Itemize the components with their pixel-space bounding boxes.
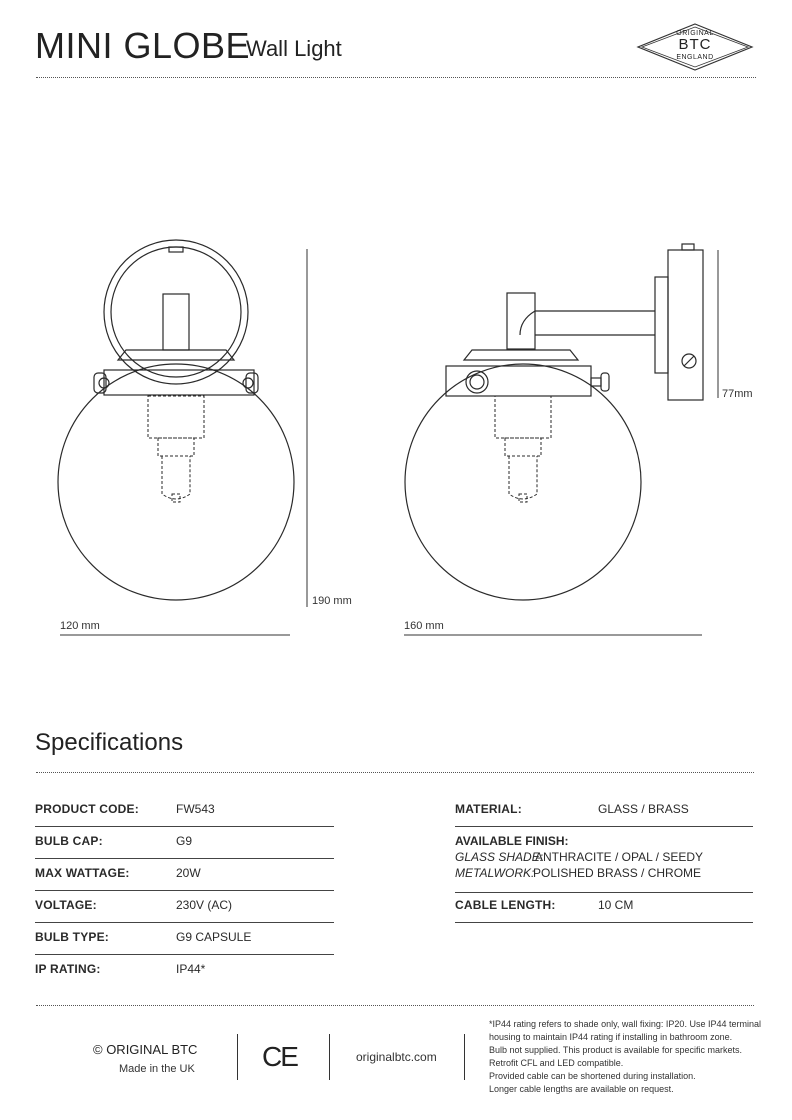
- copyright-text: © ORIGINAL BTC: [93, 1042, 198, 1057]
- footer-separator: [464, 1034, 465, 1080]
- footer-note: Bulb not supplied. This product is available for specific markets.: [489, 1045, 742, 1055]
- footer-note: Provided cable can be shortened during installation.: [489, 1071, 696, 1081]
- logo-bottom-text: ENGLAND: [676, 54, 714, 61]
- spec-value: 10 CM: [598, 898, 634, 912]
- footer-note: housing to maintain IP44 rating if installing in bathroom zone.: [489, 1032, 733, 1042]
- logo-top-text: ORIGINAL: [676, 30, 714, 37]
- spec-value: FW543: [176, 802, 215, 816]
- spec-value: IP44*: [176, 962, 206, 976]
- front-view: [58, 240, 294, 600]
- side-view: [405, 244, 703, 600]
- spec-label: PRODUCT CODE:: [35, 802, 139, 816]
- spec-value: 20W: [176, 866, 201, 880]
- spec-label: CABLE LENGTH:: [455, 898, 556, 912]
- metalwork-value: POLISHED BRASS / CHROME: [533, 866, 702, 880]
- metalwork-label: METALWORK:: [455, 866, 535, 880]
- ce-mark: CE: [262, 1041, 297, 1072]
- glass-shade-label: GLASS SHADE:: [455, 850, 544, 864]
- spec-row-available-finish: [455, 826, 753, 893]
- page-subtitle: Wall Light: [246, 36, 342, 61]
- spec-value: G9: [176, 834, 193, 848]
- glass-shade-value: ANTHRACITE / OPAL / SEEDY: [535, 850, 704, 864]
- height-dimension-label: 190 mm: [312, 595, 352, 607]
- dimension-lines: [60, 249, 718, 635]
- footer-note: *IP44 rating refers to shade only, wall fixing: IP20. Use IP44 terminal: [489, 1019, 761, 1029]
- footer-note: Longer cable lengths are available on request.: [489, 1084, 674, 1094]
- footer-note: Retrofit CFL and LED compatible.: [489, 1058, 624, 1068]
- page-title: MINI GLOBE: [35, 25, 251, 66]
- website-link[interactable]: originalbtc.com: [356, 1050, 437, 1064]
- spec-label: BULB TYPE:: [35, 930, 109, 944]
- spec-row-voltage: [35, 890, 334, 923]
- spec-row-bulb-cap: [35, 826, 334, 859]
- spec-label: AVAILABLE FINISH:: [455, 834, 569, 848]
- spec-label: BULB CAP:: [35, 834, 103, 848]
- spec-row-material: [455, 794, 753, 827]
- logo-main-text: BTC: [678, 36, 712, 53]
- depth-dimension-label: 160 mm: [404, 620, 444, 632]
- footer-separator: [329, 1034, 330, 1080]
- spec-value: G9 CAPSULE: [176, 930, 252, 944]
- spec-label: MAX WATTAGE:: [35, 866, 130, 880]
- backplate-dimension-label: 77mm: [722, 388, 753, 400]
- spec-row-bulb-type: [35, 922, 334, 955]
- spec-label: VOLTAGE:: [35, 898, 97, 912]
- spec-value: 230V (AC): [176, 898, 233, 912]
- spec-label: IP RATING:: [35, 962, 101, 976]
- specifications-divider: [36, 772, 754, 773]
- footer-separator: [237, 1034, 238, 1080]
- spec-row-product-code: [35, 794, 334, 827]
- spec-row-cable-length: [455, 890, 753, 923]
- spec-value: GLASS / BRASS: [598, 802, 689, 816]
- specifications-heading: Specifications: [35, 729, 184, 756]
- width-dimension-label: 120 mm: [60, 620, 100, 632]
- spec-label: MATERIAL:: [455, 802, 522, 816]
- spec-row-ip-rating: [35, 954, 334, 986]
- spec-row-max-wattage: [35, 858, 334, 891]
- footer-divider: [36, 1005, 754, 1006]
- made-in-text: Made in the UK: [119, 1063, 195, 1075]
